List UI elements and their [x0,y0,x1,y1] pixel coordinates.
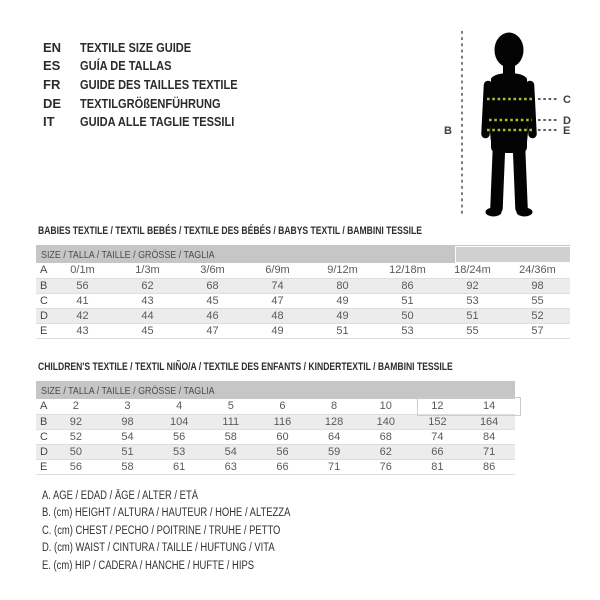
babies-size-table [36,245,570,339]
size-cell: 58 [121,460,134,473]
waist-label: D [563,115,571,127]
size-cell: 51 [121,445,134,458]
table-row-chest [36,429,515,444]
size-cell: 12 [431,400,444,413]
row-label: C [40,294,48,307]
children-size-table [36,381,515,475]
size-cell: 76 [379,460,392,473]
size-cell: 6 [279,400,286,413]
row-label: A [40,400,48,413]
size-cell: 128 [324,415,344,428]
size-cell: 54 [121,430,134,443]
chest-label: C [563,94,571,106]
size-cell: 68 [206,279,219,292]
language-row [43,94,265,113]
size-cell: 68 [379,430,392,443]
size-cell: 49 [336,294,349,307]
size-cell: 92 [69,415,82,428]
size-cell: 74 [271,279,284,292]
child-silhouette [486,33,533,217]
size-cell: 52 [531,309,544,322]
size-cell: 64 [327,430,341,443]
size-cell: 56 [173,430,186,443]
language-code: EN [43,39,62,55]
size-cell: 62 [141,279,154,292]
size-header-band [36,381,515,399]
size-cell: 53 [401,324,414,337]
size-cell: 50 [69,445,82,458]
language-code: IT [43,114,55,130]
table-row-waist [36,308,570,323]
size-cell: 104 [169,415,189,428]
size-cell: 80 [336,279,349,292]
legend-item-hip: E. (cm) HIP / CADERA / HANCHE / HÜFTE / HIPS [42,559,255,572]
size-cell: 43 [76,324,89,337]
size-cell: 140 [376,415,395,428]
guide-title-fr: GUIDE DES TAILLES TEXTILE [80,76,238,92]
legend-item-chest: C. (cm) CHEST / PECHO / POITRINE / TRUHE / PETTO [42,524,281,537]
size-header-row [36,245,570,263]
size-cell: 18/24m [454,264,491,277]
size-cell: 50 [401,309,414,322]
size-cell: 63 [224,460,237,473]
table-row-age [36,263,570,278]
table-row-chest [36,293,570,308]
row-label: E [40,460,48,473]
size-cell: 6/9m [265,264,290,277]
size-cell: 55 [531,294,544,307]
size-cell: 3/6m [200,264,225,277]
language-code: DE [43,95,62,111]
size-cell: 9/12m [327,264,358,277]
size-cell: 56 [276,445,289,458]
row-label: E [40,324,48,337]
language-row [43,57,265,76]
size-cell: 58 [224,430,237,443]
size-header-text: SIZE / TALLA / TAILLE / GRÖSSE / TAGLIA [41,249,215,261]
size-header-text: SIZE / TALLA / TAILLE / GRÖSSE / TAGLIA [41,385,215,397]
size-cell: 43 [141,294,154,307]
table-row-waist [36,444,515,459]
table-row-hip [36,323,570,338]
size-cell: 66 [276,460,289,473]
size-cell: 48 [271,309,284,322]
language-row [43,75,265,94]
children-table-title: CHILDREN'S TEXTILE / TEXTIL NIÑO/A / TEXTILE DES ENFANTS / KINDERTEXTIL / BAMBINI TESSILE [38,361,453,373]
size-cell: 71 [327,460,341,473]
size-cell: 164 [479,415,499,428]
legend-item-waist: D. (cm) WAIST / CINTURA / TAILLE / HÜFTUNG / VITA [42,542,275,555]
measurement-legend [42,488,345,575]
measurement-figure [433,15,600,230]
size-cell: 98 [531,279,544,292]
size-cell: 0/1m [70,264,95,277]
guide-title-de: TEXTILGRÖßENFÜHRUNG [80,95,221,111]
guide-title-es: GUÍA DE TALLAS [80,58,172,74]
size-cell: 71 [483,445,496,458]
row-label: D [40,445,48,458]
size-cell: 2 [72,400,79,413]
row-label: B [40,415,48,428]
babies-table-title: BABIES TEXTILE / TEXTIL BEBÉS / TEXTILE DES BÉBÉS / BABYS TEXTIL / BAMBINI TESSILE [38,225,422,237]
row-label: C [40,430,48,443]
size-cell: 8 [331,400,338,413]
size-cell: 62 [379,445,392,458]
size-cell: 74 [431,430,444,443]
size-cell: 84 [483,430,496,443]
guide-title-it: GUIDA ALLE TAGLIE TESSILI [80,114,235,130]
size-cell: 55 [466,324,479,337]
size-cell: 51 [336,324,349,337]
size-cell: 111 [222,415,240,428]
table-row-age [36,399,515,414]
size-cell: 86 [401,279,414,292]
size-header-band [36,245,570,263]
child-figure-svg [433,15,600,230]
size-cell: 41 [76,294,89,307]
size-cell: 47 [271,294,284,307]
size-cell: 51 [466,309,479,322]
size-cell: 53 [466,294,479,307]
size-cell: 4 [176,400,183,413]
size-cell: 56 [76,279,89,292]
size-cell: 59 [327,445,341,458]
size-cell: 60 [276,430,289,443]
size-cell: 66 [431,445,444,458]
size-cell: 86 [483,460,496,473]
language-row [43,38,265,57]
size-cell: 53 [173,445,186,458]
size-cell: 24/36m [519,264,556,277]
size-cell: 98 [121,415,134,428]
size-cell: 52 [69,430,82,443]
size-cell: 3 [124,400,131,413]
language-title-list [43,38,265,131]
size-cell: 44 [141,309,154,322]
size-cell: 56 [69,460,82,473]
size-cell: 47 [206,324,219,337]
size-cell: 45 [141,324,154,337]
size-cell: 10 [379,400,392,413]
language-code: ES [43,58,61,74]
row-label: A [40,264,48,277]
table-row-height [36,278,570,293]
size-header-row [36,381,515,399]
size-cell: 51 [401,294,414,307]
size-cell: 49 [336,309,349,322]
table-row-height [36,414,515,429]
size-cell: 12/18m [389,264,426,277]
size-cell: 54 [224,445,237,458]
size-cell: 92 [466,279,479,292]
size-cell: 49 [271,324,284,337]
size-cell: 5 [227,400,234,413]
legend-item-age: A. AGE / EDAD / ÂGE / ALTER / ETÀ [42,490,198,502]
hip-label: E [563,125,571,137]
size-cell: 81 [431,460,444,473]
size-cell: 14 [483,400,496,413]
size-cell: 1/3m [135,264,160,277]
language-code: FR [43,76,61,92]
size-cell: 116 [273,415,292,428]
row-label: D [40,309,48,322]
legend-item-height: B. (cm) HEIGHT / ALTURA / HAUTEUR / HÖHE / ALTEZZA [42,507,291,520]
language-row [43,112,265,131]
table-row-hip [36,459,515,474]
row-label: B [40,279,48,292]
size-cell: 45 [206,294,219,307]
size-cell: 46 [206,309,219,322]
guide-title-en: TEXTILE SIZE GUIDE [80,39,192,55]
size-cell: 57 [531,324,544,337]
size-cell: 152 [428,415,447,428]
size-cell: 61 [173,460,186,473]
height-label: B [444,125,452,137]
size-cell: 42 [76,309,89,322]
